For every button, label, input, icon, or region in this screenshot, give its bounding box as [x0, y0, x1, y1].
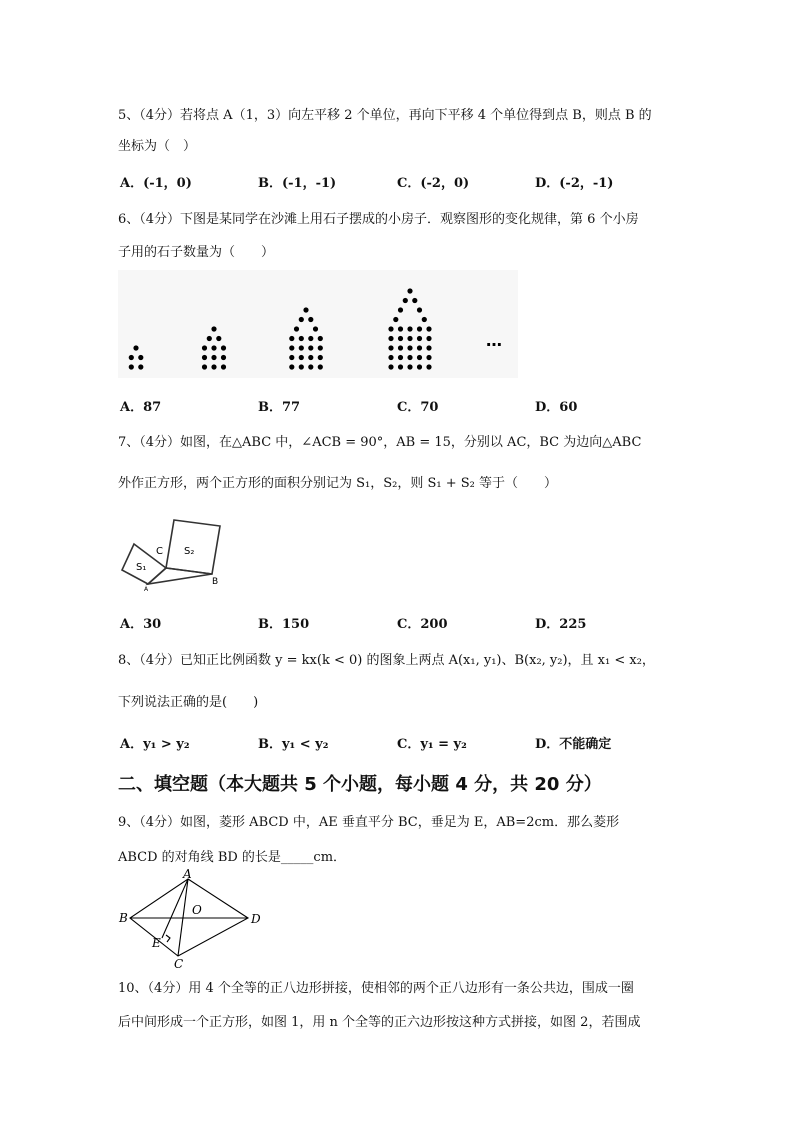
q7-label-a: A [144, 586, 149, 592]
q6-option-b: B．77 [258, 400, 301, 415]
q7-stem-line2: 外作正方形，两个正方形的面积分别记为 S₁，S₂，则 S₁ + S₂ 等于（ ） [118, 476, 558, 491]
stone-dot [417, 355, 422, 360]
stone-dot [318, 355, 323, 360]
stone-dot [202, 364, 207, 369]
stone-dot [417, 326, 422, 331]
stone-dot [412, 298, 417, 303]
stone-dot [426, 345, 431, 350]
q6-option-a: A．87 [120, 400, 162, 415]
stone-dot [216, 336, 221, 341]
stone-dot [129, 364, 134, 369]
stone-dot [221, 355, 226, 360]
q8-option-c: C．y₁ = y₂ [397, 737, 467, 752]
stone-dot [211, 326, 216, 331]
q10-stem-line2: 后中间形成一个正方形，如图 1，用 n 个全等的正六边形按这种方式拼接，如图 2，若围成 [118, 1015, 641, 1030]
q9-label-d: D [251, 912, 261, 926]
q5-option-b: B．(-1，-1) [258, 176, 337, 191]
stone-dot [289, 336, 294, 341]
stone-dot [221, 345, 226, 350]
stone-dot [388, 336, 393, 341]
q7-option-a: A．30 [120, 617, 162, 632]
stone-dot [407, 326, 412, 331]
stone-dot [299, 336, 304, 341]
stone-dot [426, 326, 431, 331]
stone-dot [308, 317, 313, 322]
stone-dot [308, 345, 313, 350]
stone-dot [299, 355, 304, 360]
q9-label-o: O [192, 903, 202, 917]
stone-dot [388, 345, 393, 350]
stone-dot [426, 336, 431, 341]
stone-dot [299, 364, 304, 369]
q9-label-a: A [183, 868, 192, 881]
stone-dot [407, 336, 412, 341]
stone-dot [403, 298, 408, 303]
stone-dot [294, 326, 299, 331]
q7-stem-line1: 7、（4分）如图，在△ABC 中，∠ACB = 90°，AB = 15，分别以 AC，BC 为边向△ABC [118, 435, 642, 450]
q7-option-b: B．150 [258, 617, 310, 632]
q7-triangle-squares-figure [118, 512, 238, 592]
stone-dot [138, 364, 143, 369]
q6-ellipsis: … [486, 331, 502, 350]
stone-dot [211, 345, 216, 350]
stone-dot [289, 355, 294, 360]
stone-dot [407, 288, 412, 293]
stone-dot [417, 345, 422, 350]
q5-option-a: A．(-1，0) [120, 176, 192, 191]
stone-dot [202, 355, 207, 360]
stone-dot [211, 355, 216, 360]
q8-option-d: D．不能确定 [535, 737, 612, 752]
q6-option-d: D．60 [535, 400, 578, 415]
stone-dot [398, 336, 403, 341]
stone-dot [388, 326, 393, 331]
stone-dot [207, 336, 212, 341]
stone-dot [289, 345, 294, 350]
q6-option-c: C．70 [397, 400, 439, 415]
stone-dot [417, 336, 422, 341]
stone-dot [299, 317, 304, 322]
stone-dot [318, 364, 323, 369]
stone-dot [417, 307, 422, 312]
q7-label-s1: S₁ [136, 562, 147, 573]
stone-dot [308, 336, 313, 341]
q8-option-b: B．y₁ < y₂ [258, 737, 329, 752]
q7-label-s2: S₂ [184, 546, 195, 557]
stone-dot [422, 317, 427, 322]
q6-stone-house-figure [118, 270, 518, 378]
stone-dot [308, 364, 313, 369]
stone-dot [221, 364, 226, 369]
q7-option-c: C．200 [397, 617, 448, 632]
q9-stem-line2: ABCD 的对角线 BD 的长是_____cm． [118, 850, 347, 865]
stone-dot [313, 326, 318, 331]
stone-dot [308, 355, 313, 360]
q5-stem-line1: 5、（4分）若将点 A（1，3）向左平移 2 个单位，再向下平移 4 个单位得到点 B，则点 B 的 [118, 108, 652, 123]
stone-dot [129, 355, 134, 360]
q8-option-a: A．y₁ > y₂ [120, 737, 190, 752]
stone-dot [426, 364, 431, 369]
stone-dot [388, 364, 393, 369]
q9-rhombus-figure [118, 868, 268, 968]
stone-dot [318, 336, 323, 341]
stone-dot [202, 345, 207, 350]
q10-stem-line1: 10、（4分）用 4 个全等的正八边形拼接，使相邻的两个正八边形有一条公共边，围成一圈 [118, 981, 634, 996]
stone-dot [138, 355, 143, 360]
q6-stem-line1: 6、（4分）下图是某同学在沙滩上用石子摆成的小房子．观察图形的变化规律，第 6 个小房 [118, 212, 639, 227]
stone-dot [398, 355, 403, 360]
q5-option-c: C．(-2，0) [397, 176, 470, 191]
stone-dot [398, 326, 403, 331]
stone-dot [398, 307, 403, 312]
stone-dot [303, 307, 308, 312]
stone-dot [407, 355, 412, 360]
q7-label-c: C [156, 546, 163, 557]
stone-dot [417, 364, 422, 369]
stone-dot [407, 345, 412, 350]
q9-label-c: C [174, 957, 184, 968]
q9-label-e: E [152, 936, 161, 950]
stone-dot [393, 317, 398, 322]
stone-dot [289, 364, 294, 369]
stone-dot [318, 345, 323, 350]
stone-dot [299, 345, 304, 350]
q9-stem-line1: 9、（4分）如图，菱形 ABCD 中，AE 垂直平分 BC，垂足为 E，AB=2cm．那么菱形 [118, 815, 620, 830]
q7-option-d: D．225 [535, 617, 587, 632]
q8-stem-line2: 下列说法正确的是( ) [118, 695, 259, 710]
stone-dot [388, 355, 393, 360]
q6-stem-line2: 子用的石子数量为（ ） [118, 245, 275, 260]
q9-label-b: B [119, 911, 128, 925]
q8-stem-line1: 8、（4分）已知正比例函数 y = kx(k < 0) 的图象上两点 A(x₁, y₁)、B(x₂, y₂)，且 x₁ < x₂， [118, 653, 655, 668]
stone-dot [398, 345, 403, 350]
q5-stem-line2: 坐标为（ ） [118, 139, 197, 154]
stone-dot [133, 345, 138, 350]
stone-dot [398, 364, 403, 369]
stone-dot [426, 355, 431, 360]
q7-label-b: B [212, 577, 219, 587]
q5-option-d: D．(-2，-1) [535, 176, 614, 191]
section-2-heading: 二、填空题（本大题共 5 个小题，每小题 4 分，共 20 分） [118, 774, 602, 795]
stone-dot [211, 364, 216, 369]
stone-dot [407, 364, 412, 369]
